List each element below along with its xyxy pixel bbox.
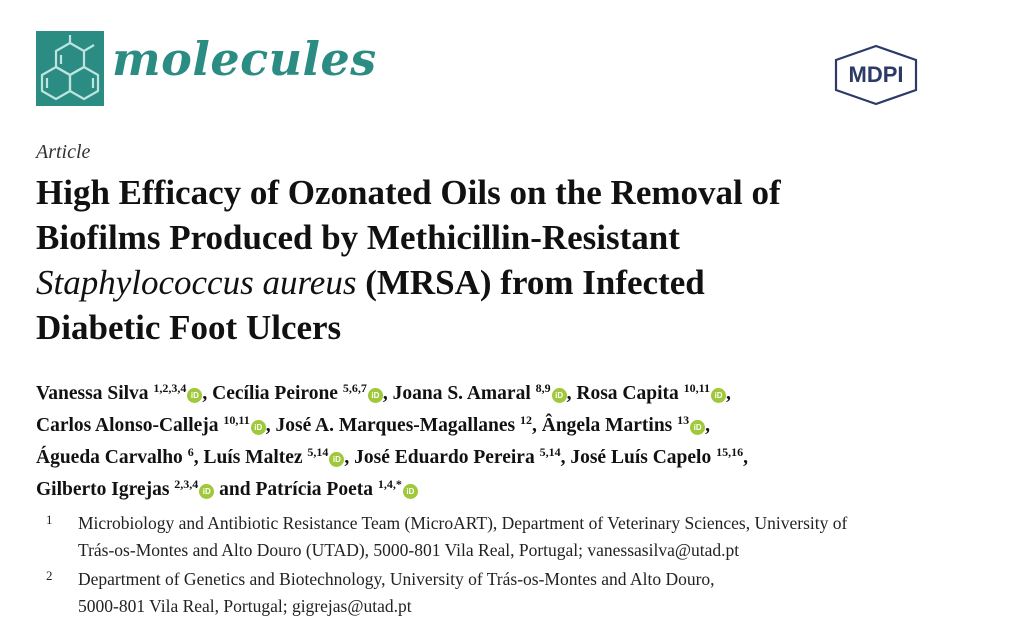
molecules-logo-icon (36, 31, 104, 106)
author-separator: , (566, 383, 577, 404)
orcid-icon[interactable]: iD (251, 420, 266, 435)
orcid-icon[interactable]: iD (329, 452, 344, 467)
author-name[interactable]: José Luís Capelo (570, 447, 712, 468)
author-affiliation-sup: 2,3,4 (174, 477, 199, 491)
author-separator: , (202, 383, 213, 404)
publisher-name: MDPI (848, 62, 904, 87)
title-line: Biofilms Produced by Methicillin-Resistant (36, 218, 680, 257)
orcid-icon[interactable]: iD (199, 484, 214, 499)
author-affiliation-sup: 5,6,7 (342, 381, 367, 395)
author-affiliation-sup: 1,2,3,4 (153, 381, 187, 395)
author-name[interactable]: Patrícia Poeta (255, 479, 373, 500)
orcid-icon[interactable]: iD (711, 388, 726, 403)
author-line (36, 442, 996, 474)
author-name[interactable]: Carlos Alonso-Calleja (36, 415, 219, 436)
author-name[interactable]: Águeda Carvalho (36, 447, 183, 468)
author-separator: , (193, 447, 204, 468)
affiliation-number: 2 (46, 568, 53, 583)
author-separator: , (725, 383, 731, 404)
author-line (36, 474, 996, 506)
author-name[interactable]: Gilberto Igrejas (36, 479, 170, 500)
author-name[interactable]: Joana S. Amaral (392, 383, 531, 404)
author-separator: , (743, 447, 748, 468)
author-affiliation-sup: 5,14 (307, 445, 329, 459)
author-affiliation-sup: 10,11 (683, 381, 710, 395)
author-separator: , (531, 415, 542, 436)
author-separator: , (382, 383, 393, 404)
orcid-icon[interactable]: iD (552, 388, 567, 403)
title-species: Staphylococcus aureus (36, 263, 357, 302)
mdpi-logo-icon (832, 44, 920, 106)
author-name[interactable]: José Eduardo Pereira (354, 447, 535, 468)
author-affiliation-sup: 15,16 (716, 445, 744, 459)
author-affiliation-sup: 1,4,* (377, 477, 402, 491)
author-separator: , (705, 415, 711, 436)
author-affiliation-sup: 10,11 (223, 413, 250, 427)
author-affiliation-sup: 12 (519, 413, 532, 427)
author-list (36, 378, 996, 506)
author-name[interactable]: Rosa Capita (576, 383, 679, 404)
author-name[interactable]: Vanessa Silva (36, 383, 149, 404)
affiliation-item (36, 510, 996, 564)
affiliation-text: Department of Genetics and Biotechnology, University of Trás-os-Montes and Alto Douro, (78, 569, 715, 589)
affiliation-text: Microbiology and Antibiotic Resistance Team (MicroART), Department of Veterinary Sciences, University of (78, 513, 848, 533)
affiliation-text: 5000-801 Vila Real, Portugal; gigrejas@utad.pt (78, 596, 412, 616)
author-affiliation-sup: 13 (677, 413, 690, 427)
author-affiliation-sup: 8,9 (535, 381, 551, 395)
author-name[interactable]: Ângela Martins (541, 415, 673, 436)
affiliation-text: Trás-os-Montes and Alto Douro (UTAD), 5000-801 Vila Real, Portugal; vanessasilva@utad.pt (78, 540, 740, 560)
author-line (36, 410, 996, 442)
affiliation-item (36, 566, 996, 620)
affiliation-number: 1 (46, 512, 53, 527)
title-line (36, 260, 936, 305)
author-separator: and (214, 479, 256, 500)
author-separator: , (265, 415, 276, 436)
journal-name: molecules (112, 32, 377, 86)
author-line (36, 378, 996, 410)
author-separator: , (344, 447, 355, 468)
author-affiliation-sup: 5,14 (539, 445, 561, 459)
title-line: High Efficacy of Ozonated Oils on the Removal of (36, 173, 781, 212)
title-line-rest: (MRSA) from Infected (356, 263, 705, 302)
title-line: Diabetic Foot Ulcers (36, 308, 342, 347)
article-title (36, 170, 936, 350)
orcid-icon[interactable]: iD (187, 388, 202, 403)
orcid-icon[interactable]: iD (690, 420, 705, 435)
article-type: Article (36, 141, 91, 163)
author-name[interactable]: Cecília Peirone (212, 383, 338, 404)
author-name[interactable]: Luís Maltez (203, 447, 303, 468)
affiliation-list (36, 510, 996, 622)
orcid-icon[interactable]: iD (368, 388, 383, 403)
orcid-icon[interactable]: iD (403, 484, 418, 499)
author-affiliation-sup: 6 (187, 445, 194, 459)
author-separator: , (560, 447, 571, 468)
author-name[interactable]: José A. Marques-Magallanes (275, 415, 516, 436)
